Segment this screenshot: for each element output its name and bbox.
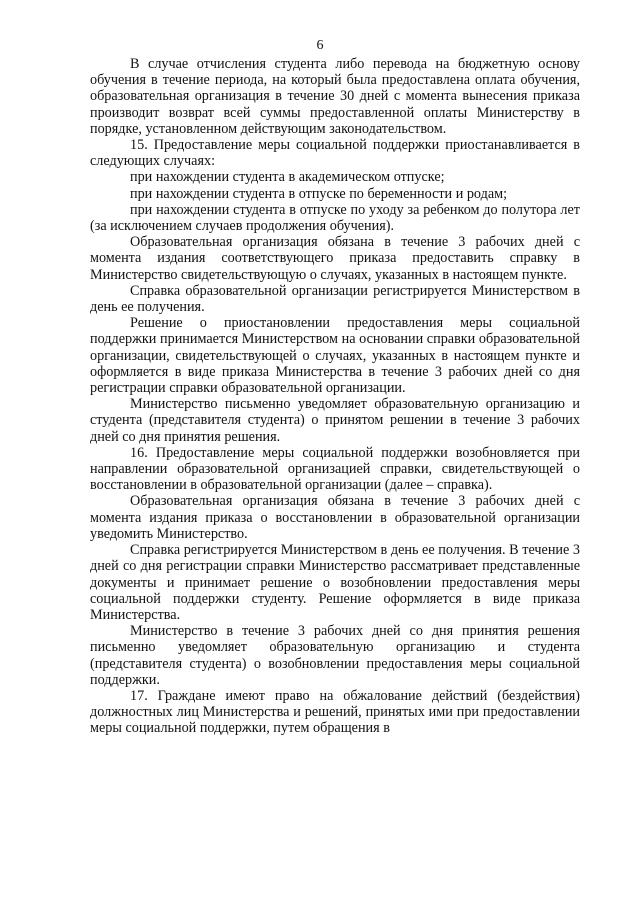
paragraph-resumption-notice: Министерство в течение 3 рабочих дней со дня принятия решения письменно уведомляет образовательную организацию и студента (представителя студента) о возобновлении предоставления меры социальной поддержки. [90,623,580,688]
paragraph-restoration-notice: Образовательная организация обязана в течение 3 рабочих дней с момента издания приказа о восстановлении в образовательной организации уведомить Министерство. [90,493,580,542]
paragraph-suspension-notice: Министерство письменно уведомляет образовательную организацию и студента (представителя студента) о принятом решении в течение 3 рабочих дней со дня принятия решения. [90,396,580,445]
paragraph-certificate-registration: Справка образовательной организации регистрируется Министерством в день ее получения. [90,282,580,316]
page-number: 6 [316,38,324,53]
paragraph-academic-leave: при нахождении студента в академическом отпуске; [130,169,445,186]
paragraph-16-resumption: 16. Предоставление меры социальной поддержки возобновляется при направлении образовательной организацией справки, свидетельствующей о восстановлении в образовательной организации (далее – справка). [90,444,580,494]
paragraph-17-appeal: 17. Граждане имеют право на обжалование действий (бездействия) должностных лиц Министерства и решений, принятых ими при предоставлении меры социальной поддержки, путем обращения в [90,687,580,737]
paragraph-suspension-decision: Решение о приостановлении предоставления меры социальной поддержки принимается Министерством на основании справки образовательной организации, свидетельствующей о случаях, указанных в настоящем пункте и оформляется в виде приказа Министерства в течение 3 рабочих дней со дня регистрации справки образовательной организации. [90,315,580,397]
paragraph-resumption-decision: Справка регистрируется Министерством в день ее получения. В течение 3 дней со дня регистрации справки Министерство рассматривает представленные документы и принимает решение о возобновлении предоставления меры социальной поддержки студенту. Решение оформляется в виде приказа Министерства. [90,542,580,623]
paragraph-childcare-leave: при нахождении студента в отпуске по уходу за ребенком до полутора лет (за исключением случаев продолжения обучения). [90,201,580,235]
paragraph-refund: В случае отчисления студента либо перевода на бюджетную основу обучения в течение периода, на который была предоставлена оплата обучения, образовательная организация в течение 30 дней с момента вынесения приказа производит возврат всей суммы предоставленной оплаты Министерству в порядке, установленном действующим законодательством. [90,56,580,137]
paragraph-certificate-obligation: Образовательная организация обязана в течение 3 рабочих дней с момента издания соответствующего приказа предоставить справку в Министерство свидетельствующую о случаях, указанных в настоящем пункте. [90,234,580,283]
paragraph-15-suspension: 15. Предоставление меры социальной поддержки приостанавливается в следующих случаях: [90,137,580,170]
document-body [90,56,580,737]
paragraph-maternity-leave: при нахождении студента в отпуске по беременности и родам; [130,185,508,202]
